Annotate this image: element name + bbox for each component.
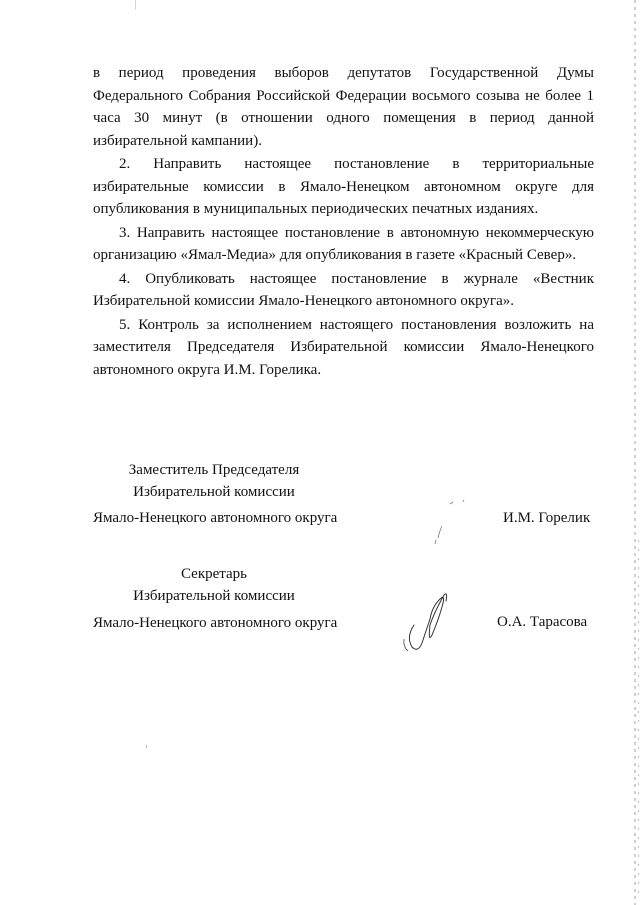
scan-mark [146,745,147,748]
scan-edge-artifact-secondary [638,540,639,900]
paragraph-item-3: 3. Направить настоящее постановление в автономную некоммерческую организацию «Ямал-Медиа» для опубликования в газете «Красный Север». [93,224,594,263]
document-body [93,62,594,381]
signatory-name: И.М. Горелик [503,510,591,526]
signature-title-line: Секретарь [180,566,248,582]
handwritten-signature-mark [420,500,490,550]
paragraph-item-2: 2. Направить настоящее постановление в территориальные избирательные комиссии в Ямало-Ненецком автономном округе для опубликования в муниципальных периодических печатных изданиях. [93,156,594,217]
paragraph-continuation: в период проведения выборов депутатов Государственной Думы Федерального Собрания Российской Федерации восьмого созыва не более 1 часа 30 минут (в отношении одного помещения в период данной избирательной кампании). [93,65,594,149]
signature-title-secretary [84,563,344,607]
signature-title-line: Заместитель Председателя [128,462,300,478]
signature-title-deputy-chair [84,459,344,503]
signatory-name: О.А. Тарасова [497,614,588,630]
signature-title-line: Ямало-Ненецкого автономного округа [93,615,338,631]
paragraph-item-4: 4. Опубликовать настоящее постановление в журнале «Вестник Избирательной комиссии Ямало-Ненецкого автономного округа». [93,270,594,309]
scan-edge-artifact [634,0,636,905]
signature-title-line: Избирательной комиссии [133,588,295,604]
handwritten-signature [400,585,460,660]
paragraph-item-5: 5. Контроль за исполнением настоящего постановления возложить на заместителя Председателя Избирательной комиссии Ямало-Ненецкого автономного округа И.М. Горелика. [93,316,594,378]
scan-mark [135,0,136,10]
signature-title-line: Избирательной комиссии [133,484,295,500]
signature-title-line: Ямало-Ненецкого автономного округа [93,510,338,526]
